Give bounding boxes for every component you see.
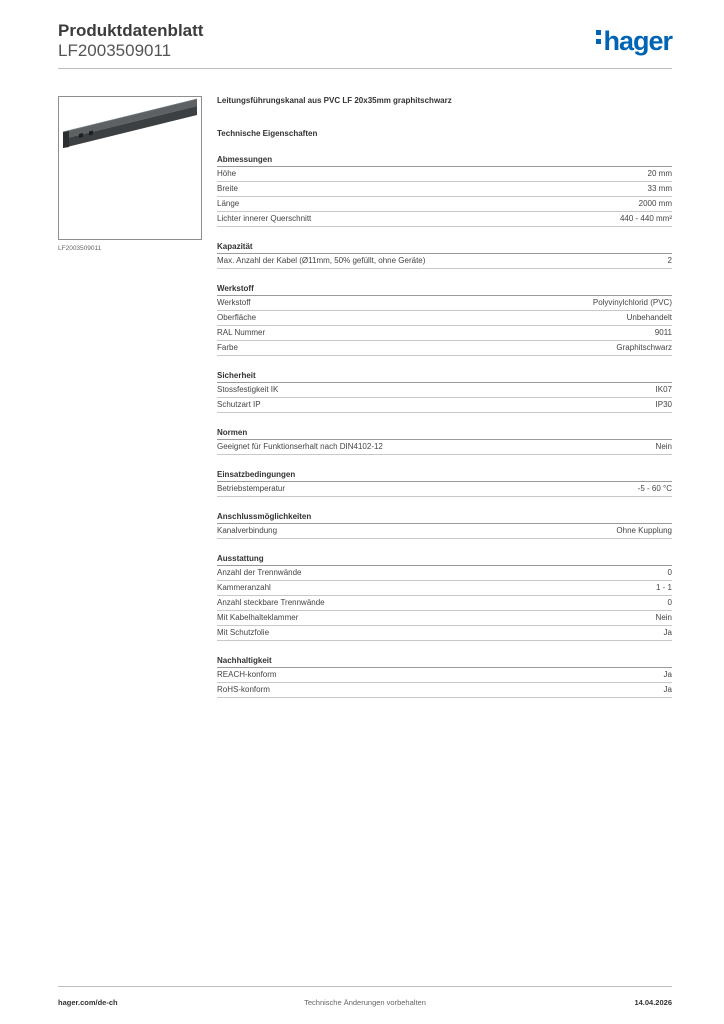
- product-code: LF2003509011: [58, 41, 172, 60]
- image-caption: LF2003509011: [58, 245, 102, 252]
- spec-label: Lichter innerer Querschnitt: [217, 214, 312, 223]
- spec-value: 440 - 440 mm²: [619, 214, 672, 223]
- section-title: Nachhaltigkeit: [217, 655, 672, 668]
- spec-value: IK07: [655, 385, 672, 394]
- spec-value: Nein: [655, 442, 672, 451]
- product-title: Leitungsführungskanal aus PVC LF 20x35mm graphitschwarz: [217, 96, 452, 105]
- spec-section: [217, 427, 672, 455]
- spec-label: Länge: [217, 199, 240, 208]
- spec-row: [217, 482, 672, 497]
- spec-label: Stossfestigkeit IK: [217, 385, 279, 394]
- spec-label: REACH-konform: [217, 670, 277, 679]
- footer-date: 14.04.2026: [634, 998, 672, 1007]
- spec-label: RAL Nummer: [217, 328, 266, 337]
- spec-row: [217, 440, 672, 455]
- spec-row: [217, 311, 672, 326]
- spec-row: [217, 182, 672, 197]
- spec-label: RoHS-konform: [217, 685, 270, 694]
- spec-value: IP30: [655, 400, 672, 409]
- spec-value: Ohne Kupplung: [616, 526, 672, 535]
- spec-section: [217, 283, 672, 356]
- spec-row: [217, 212, 672, 227]
- page-header: [58, 20, 203, 61]
- footer-divider: [58, 986, 672, 987]
- spec-label: Schutzart IP: [217, 400, 261, 409]
- spec-section: [217, 241, 672, 269]
- spec-row: [217, 626, 672, 641]
- spec-row: [217, 398, 672, 413]
- spec-label: Oberfläche: [217, 313, 257, 322]
- section-title: Einsatzbedingungen: [217, 469, 672, 482]
- spec-label: Anzahl der Trennwände: [217, 568, 302, 577]
- spec-row: [217, 581, 672, 596]
- spec-row: [217, 683, 672, 698]
- spec-label: Geeignet für Funktionserhalt nach DIN4102-12: [217, 442, 383, 451]
- spec-value: Nein: [655, 613, 672, 622]
- spec-row: [217, 341, 672, 356]
- spec-label: Mit Schutzfolie: [217, 628, 270, 637]
- spec-label: Höhe: [217, 169, 237, 178]
- spec-section: [217, 154, 672, 227]
- spec-value: Ja: [663, 628, 672, 637]
- tech-heading: Technische Eigenschaften: [217, 129, 318, 138]
- spec-section: [217, 655, 672, 698]
- spec-row: [217, 611, 672, 626]
- header-divider: [58, 68, 672, 69]
- spec-section: [217, 469, 672, 497]
- spec-label: Breite: [217, 184, 238, 193]
- spec-section: [217, 511, 672, 539]
- spec-row: [217, 296, 672, 311]
- spec-value: 20 mm: [647, 169, 672, 178]
- spec-value: Graphitschwarz: [616, 343, 672, 352]
- spec-value: 2000 mm: [638, 199, 672, 208]
- spec-value: 2: [667, 256, 672, 265]
- spec-value: 33 mm: [647, 184, 672, 193]
- cable-duct-image: [59, 97, 201, 239]
- document-title: Produktdatenblatt: [58, 21, 204, 40]
- section-title: Anschlussmöglichkeiten: [217, 511, 672, 524]
- spec-row: [217, 167, 672, 182]
- spec-sections: [217, 154, 672, 698]
- spec-label: Kanalverbindung: [217, 526, 278, 535]
- spec-row: [217, 524, 672, 539]
- spec-row: [217, 566, 672, 581]
- spec-value: Ja: [663, 670, 672, 679]
- spec-label: Mit Kabelhalteklammer: [217, 613, 299, 622]
- spec-label: Werkstoff: [217, 298, 251, 307]
- spec-value: -5 - 60 °C: [637, 484, 672, 493]
- spec-row: [217, 197, 672, 212]
- section-title: Ausstattung: [217, 553, 672, 566]
- spec-value: Ja: [663, 685, 672, 694]
- spec-label: Anzahl steckbare Trennwände: [217, 598, 325, 607]
- hager-logo: [596, 28, 672, 55]
- spec-row: [217, 596, 672, 611]
- spec-value: 9011: [654, 328, 672, 337]
- spec-section: [217, 370, 672, 413]
- section-title: Abmessungen: [217, 154, 672, 167]
- spec-row: [217, 668, 672, 683]
- spec-value: Unbehandelt: [626, 313, 672, 322]
- spec-label: Betriebstemperatur: [217, 484, 286, 493]
- logo-dots-icon: [596, 30, 601, 48]
- section-title: Werkstoff: [217, 283, 672, 296]
- spec-row: [217, 383, 672, 398]
- section-title: Kapazität: [217, 241, 672, 254]
- spec-value: Polyvinylchlorid (PVC): [592, 298, 672, 307]
- logo-text: hager: [603, 26, 672, 56]
- specs-content: [217, 96, 672, 698]
- product-image: [58, 96, 202, 240]
- section-title: Normen: [217, 427, 672, 440]
- spec-section: [217, 553, 672, 641]
- spec-value: 0: [667, 568, 672, 577]
- spec-label: Farbe: [217, 343, 238, 352]
- section-title: Sicherheit: [217, 370, 672, 383]
- spec-label: Kammeranzahl: [217, 583, 271, 592]
- spec-value: 0: [667, 598, 672, 607]
- spec-row: [217, 254, 672, 269]
- spec-label: Max. Anzahl der Kabel (Ø11mm, 50% gefüllt, ohne Geräte): [217, 256, 426, 265]
- footer-disclaimer: Technische Änderungen vorbehalten: [304, 998, 426, 1007]
- spec-row: [217, 326, 672, 341]
- spec-value: 1 - 1: [655, 583, 672, 592]
- footer-website-link[interactable]: hager.com/de-ch: [58, 998, 118, 1007]
